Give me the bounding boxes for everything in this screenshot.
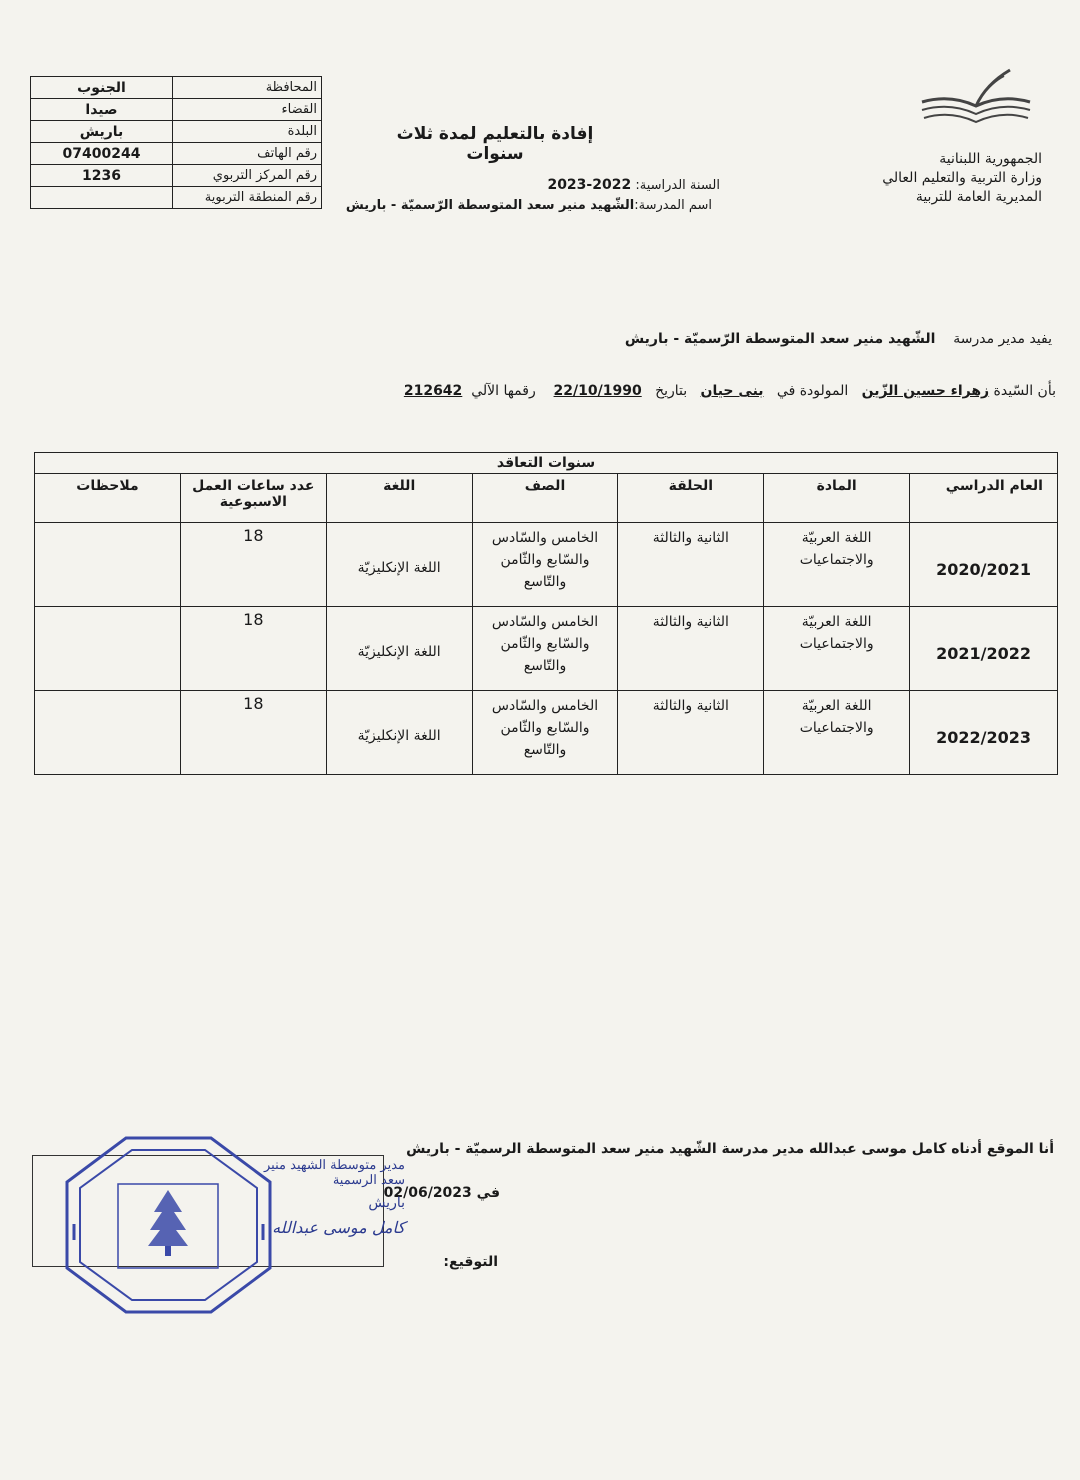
info-label: القضاء xyxy=(173,99,322,121)
ministry-line: الجمهورية اللبنانية xyxy=(939,151,1042,167)
info-row xyxy=(31,143,322,165)
school-year xyxy=(547,177,720,193)
cell-subject: اللغة العربيّة والاجتماعيات xyxy=(764,523,910,607)
column-header: ملاحظات xyxy=(35,474,181,523)
school-name xyxy=(346,198,712,213)
info-label: البلدة xyxy=(173,121,322,143)
info-row xyxy=(31,121,322,143)
table-caption-row xyxy=(35,453,1058,474)
born-label: المولودة في xyxy=(776,383,849,399)
declaration: أنا الموقع أدناه كامل موسى عبدالله مدير مدرسة الشّهيد منير سعد المتوسطة الرسميّة - باريش xyxy=(406,1141,1054,1157)
info-row xyxy=(31,77,322,99)
ministry-header xyxy=(882,150,1042,207)
info-value xyxy=(31,187,173,209)
cell-grade: الخامس والسّادس والسّابع والثّامن والتّاسع xyxy=(472,523,618,607)
column-header: المادة xyxy=(764,474,910,523)
info-row xyxy=(31,99,322,121)
column-header: الصف xyxy=(472,474,618,523)
employee-number: 212642 xyxy=(403,383,463,399)
issue-date-label: في xyxy=(476,1185,500,1201)
info-value: صيدا xyxy=(31,99,173,121)
signature-label: التوقيع: xyxy=(443,1254,498,1270)
stamp-line: باريش xyxy=(368,1195,405,1211)
cell-grade: الخامس والسّادس والسّابع والثّامن والتّاسع xyxy=(472,607,618,691)
table-row xyxy=(35,523,1058,607)
person-prefix: بأن السّيدة xyxy=(993,383,1056,399)
cell-year: 2021/2022 xyxy=(910,607,1058,691)
school-name-label: اسم المدرسة: xyxy=(634,198,712,213)
birthdate: 22/10/1990 xyxy=(553,383,642,399)
issue-date-value: 02/06/2023 xyxy=(383,1185,472,1201)
cell-notes xyxy=(35,691,181,775)
cell-language: اللغة الإنكليزيّة xyxy=(326,691,472,775)
cell-language: اللغة الإنكليزيّة xyxy=(326,607,472,691)
cell-subject: اللغة العربيّة والاجتماعيات xyxy=(764,607,910,691)
info-label: رقم المركز التربوي xyxy=(173,165,322,187)
birthplace: بنى حيان xyxy=(700,383,764,399)
stamp-line: كامل موسى عبدالله xyxy=(272,1218,405,1237)
info-value: الجنوب xyxy=(31,77,173,99)
info-value: 07400244 xyxy=(31,143,173,165)
cell-hours: 18 xyxy=(180,691,326,775)
info-label: رقم الهاتف xyxy=(173,143,322,165)
document-title: إفادة بالتعليم لمدة ثلاث سنوات xyxy=(396,124,594,164)
cell-notes xyxy=(35,607,181,691)
stamp-handwriting xyxy=(255,1158,405,1237)
school-year-label: السنة الدراسية: xyxy=(635,178,720,193)
info-label: رقم المنطقة التربوية xyxy=(173,187,322,209)
table-row xyxy=(35,691,1058,775)
info-value: باريش xyxy=(31,121,173,143)
school-info-table xyxy=(30,76,322,209)
school-name-value: الشّهيد منير سعد المتوسطة الرّسميّة - باريش xyxy=(345,198,635,213)
cell-year: 2022/2023 xyxy=(910,691,1058,775)
school-year-value: 2022-2023 xyxy=(547,177,632,193)
school-stamp-icon xyxy=(56,1132,281,1318)
cell-notes xyxy=(35,523,181,607)
intro-prefix: يفيد مدير مدرسة xyxy=(953,331,1052,347)
table-header-row xyxy=(35,474,1058,523)
cell-cycle: الثانية والثالثة xyxy=(618,523,764,607)
cell-year: 2020/2021 xyxy=(910,523,1058,607)
cell-cycle: الثانية والثالثة xyxy=(618,607,764,691)
column-header: اللغة xyxy=(326,474,472,523)
column-header: الحلقة xyxy=(618,474,764,523)
date-label: بتاريخ xyxy=(655,383,688,399)
person-name: زهراء حسين الزّين xyxy=(861,383,990,399)
number-label: رقمها الآلي xyxy=(471,383,536,399)
ministry-line: وزارة التربية والتعليم العالي xyxy=(882,170,1042,186)
table-row xyxy=(35,607,1058,691)
intro-line xyxy=(625,331,1052,347)
cell-cycle: الثانية والثالثة xyxy=(618,691,764,775)
ministry-logo-icon xyxy=(920,66,1032,126)
cell-language: اللغة الإنكليزيّة xyxy=(326,523,472,607)
intro-school: الشّهيد منير سعد المتوسطة الرّسميّة - باريش xyxy=(624,331,936,347)
column-header: عدد ساعات العمل الاسبوعية xyxy=(180,474,326,523)
stamp-line: مدير متوسطة الشهيد منير سعد الرسمية xyxy=(264,1158,405,1188)
ministry-line: المديرية العامة للتربية xyxy=(915,189,1042,205)
column-header: العام الدراسي xyxy=(910,474,1058,523)
contract-years-table xyxy=(34,452,1058,775)
cell-subject: اللغة العربيّة والاجتماعيات xyxy=(764,691,910,775)
info-label: المحافظة xyxy=(173,77,322,99)
person-line xyxy=(404,383,1056,399)
table-caption: سنوات التعاقد xyxy=(35,453,1058,474)
info-value: 1236 xyxy=(31,165,173,187)
cell-hours: 18 xyxy=(180,607,326,691)
info-row xyxy=(31,165,322,187)
cell-grade: الخامس والسّادس والسّابع والثّامن والتّاسع xyxy=(472,691,618,775)
info-row xyxy=(31,187,322,209)
cell-hours: 18 xyxy=(180,523,326,607)
